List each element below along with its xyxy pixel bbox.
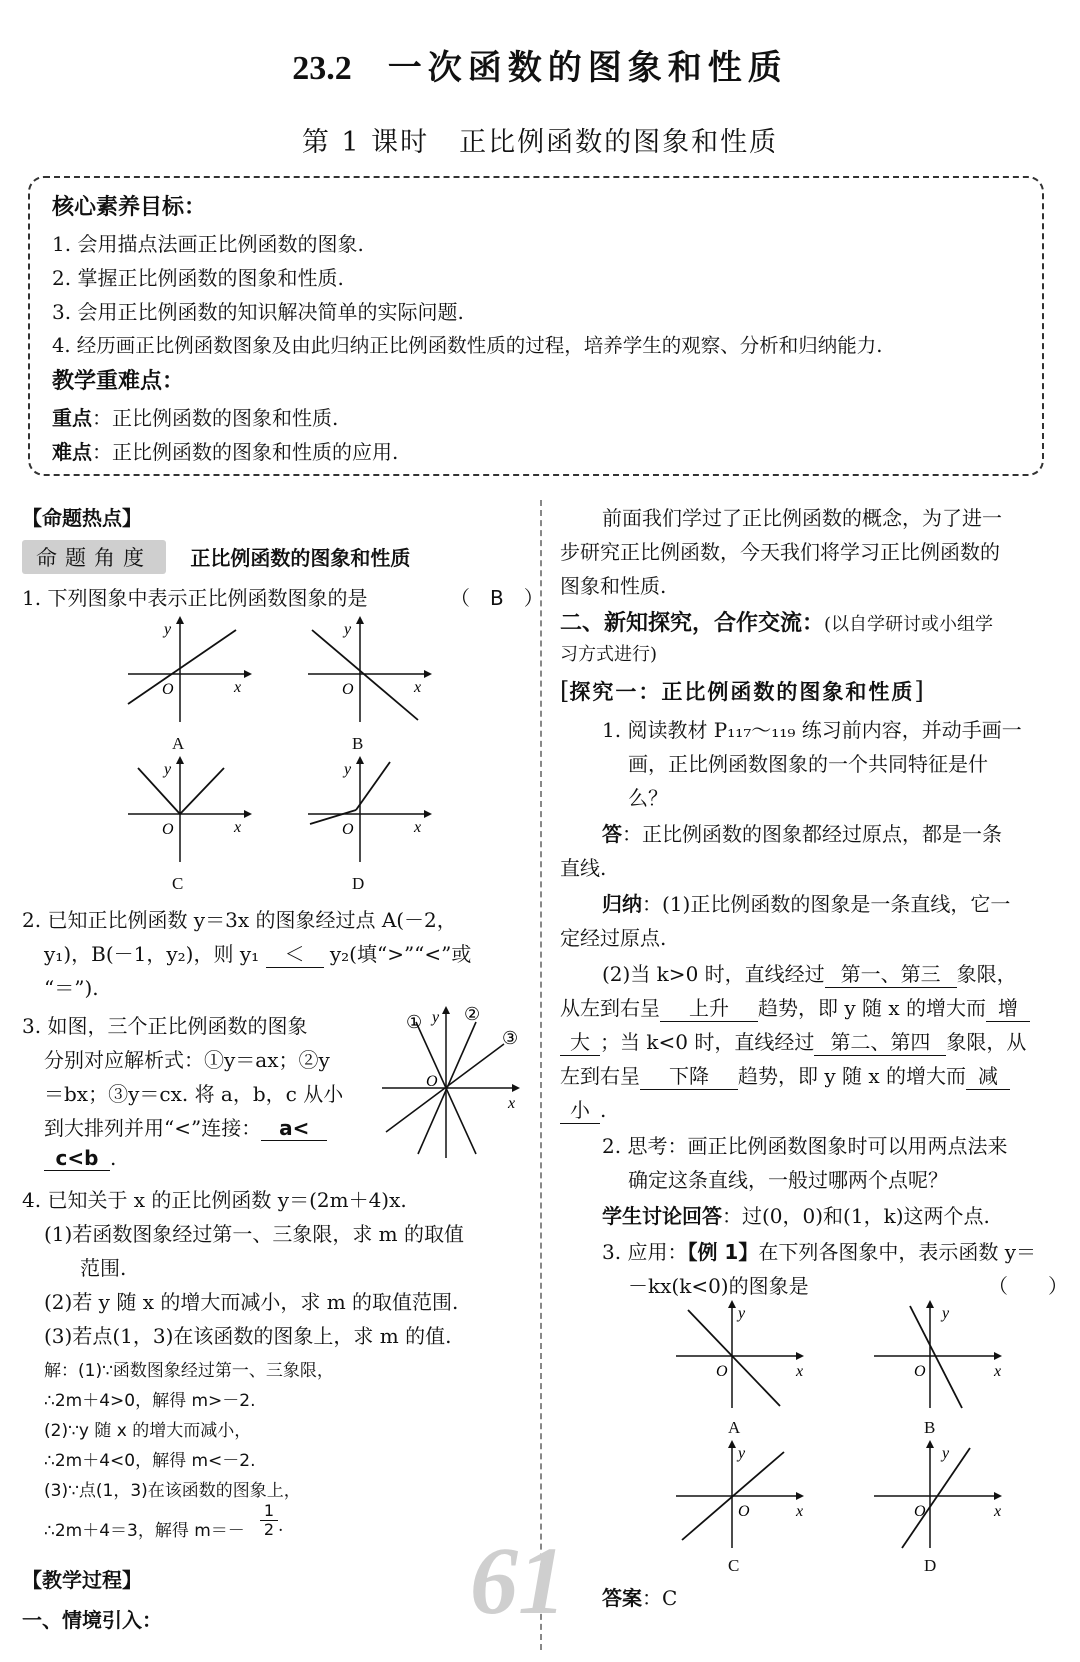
k4-text-b: 趋势，即 y 随 x 的增大而: [738, 1064, 967, 1088]
q1-graph-c: [120, 752, 260, 872]
q2-line2: [44, 938, 471, 968]
example-label-a: A: [728, 1418, 741, 1437]
k4-blank: 下降: [640, 1060, 738, 1090]
k2-blank: 上升: [660, 992, 758, 1022]
goal-item-4: 4. 经历画正比例函数图象及由此归纳正比例函数性质的过程，培养学生的观察、分析和归纳能力.: [52, 334, 883, 357]
k4-text-a: 左到右呈: [560, 1064, 640, 1088]
item2-line1: 2. 思考：画正比例函数图象时可以用两点法来: [602, 1134, 1008, 1158]
intro-p2: 步研究正比例函数，今天我们将学习正比例函数的: [560, 540, 1000, 564]
key-point: [52, 402, 338, 431]
bracket-right-icon: ]: [914, 677, 924, 705]
q3-label-1: ①: [406, 1012, 423, 1032]
item2-line2: 确定这条直线，一般过哪两个点呢？: [628, 1168, 948, 1192]
section-number: 23.2: [292, 50, 352, 87]
k1-blank: 第一、第三: [825, 958, 957, 988]
summary-label: 归纳: [602, 892, 642, 916]
axis-x-label: x: [414, 679, 422, 696]
q3-label-3: ③: [502, 1028, 519, 1048]
axis-x-label: x: [796, 1503, 804, 1520]
q1-graph-b: [300, 612, 440, 732]
difficulty-text: ：正比例函数的图象和性质的应用.: [92, 440, 399, 464]
angle-title: 正比例函数的图象和性质: [190, 546, 411, 570]
final-answer-label: 答案: [602, 1586, 642, 1610]
axis-x-label: x: [508, 1095, 516, 1112]
example-label-d: D: [924, 1556, 937, 1575]
axis-x-label: x: [994, 1503, 1002, 1520]
axis-y-label: y: [738, 1445, 746, 1462]
k3-blank2: 第二、第四: [814, 1026, 946, 1056]
k2-text-a: 从左到右呈: [560, 996, 660, 1020]
q3-line5: [44, 1146, 116, 1171]
example-graph-a: [672, 1296, 812, 1416]
discussion-text: ：过(0，0)和(1，k)这两个点.: [722, 1204, 990, 1228]
origin-label: O: [426, 1073, 438, 1090]
goal-item-3: 3. 会用正比例函数的知识解决简单的实际问题.: [52, 300, 464, 324]
fraction: [260, 1502, 278, 1539]
q3-line4: [44, 1112, 327, 1141]
item3-line2: －kx(k<0)的图象是: [628, 1274, 809, 1298]
section-title-text: 一次函数的图象和性质: [387, 48, 788, 88]
q3-line3: ＝bx；③y＝cx. 将 a，b，c 从小: [44, 1082, 344, 1106]
solution-line6: ∴2m＋4＝3，解得 m＝－: [44, 1521, 245, 1541]
item1-line1: 1. 阅读教材 P₁₁₇～₁₁₉ 练习前内容，并动手画一: [602, 718, 1022, 742]
q2-line2-b: y₂(填“>”“<”或: [329, 942, 472, 966]
axis-y-label: y: [942, 1445, 950, 1462]
angle-tag: 命题角度: [22, 540, 166, 574]
q1-graph-a: [120, 612, 260, 732]
key-heading: 教学重难点：: [52, 369, 185, 394]
final-answer-text: ：C: [642, 1586, 678, 1610]
example-graph-c: [672, 1436, 812, 1556]
q3-end: .: [110, 1146, 117, 1170]
explore-heading-row: [560, 676, 924, 706]
q1-label-c: C: [172, 874, 184, 893]
item3-text-b: 在下列各图象中，表示函数 y＝: [758, 1240, 1036, 1264]
difficulty-label: 难点: [52, 440, 92, 464]
intro-heading: 一、情境引入：: [22, 1608, 162, 1632]
intro-p3: 图象和性质.: [560, 574, 667, 598]
origin-label: O: [738, 1503, 750, 1520]
k5-end: .: [600, 1098, 607, 1122]
axis-y-label: y: [942, 1305, 950, 1322]
solution-line3: (2)∵y 随 x 的增大而减小，: [44, 1421, 252, 1441]
solution-line2: ∴2m＋4>0，解得 m>－2.: [44, 1391, 256, 1411]
origin-label: O: [914, 1363, 926, 1380]
difficulty-point: [52, 436, 398, 465]
axis-x-label: x: [234, 679, 242, 696]
origin-label: O: [162, 681, 174, 698]
example-label: 【例 1】: [687, 1240, 759, 1264]
summary-line2: 定经过原点.: [560, 926, 667, 950]
goal-item-2: 2. 掌握正比例函数的图象和性质.: [52, 266, 344, 290]
axis-x-label: x: [994, 1363, 1002, 1380]
axis-x-label: x: [796, 1363, 804, 1380]
answer-line2: 直线.: [560, 856, 607, 880]
k-positive-line1: [602, 958, 1017, 988]
q1-text: 1. 下列图象中表示正比例函数图象的是: [22, 586, 368, 610]
k1-text-a: (2)当 k>0 时，直线经过: [602, 962, 825, 986]
k2-text-b: 趋势，即 y 随 x 的增大而: [758, 996, 987, 1020]
section2-note1: (以自学研讨或小组学: [824, 614, 994, 635]
section2-heading-row: [560, 606, 993, 637]
lesson-subtitle: 正比例函数的图象和性质: [459, 127, 779, 158]
q1-label-d: D: [352, 874, 365, 893]
q3-blank2: c<b: [44, 1146, 110, 1171]
q2-line3: “＝”).: [44, 976, 99, 1000]
q2-blank: ＜: [266, 938, 324, 968]
example-graph-d: [870, 1436, 1010, 1556]
discussion-line: [602, 1200, 990, 1229]
q1-answer: （ B ）: [450, 586, 544, 610]
origin-label: O: [716, 1363, 728, 1380]
section-title: [0, 40, 1080, 89]
k3-text-b: 象限，从: [946, 1030, 1027, 1054]
explore-heading: 探究一：正比例函数的图象和性质: [569, 680, 915, 704]
q4-line1: 4. 已知关于 x 的正比例函数 y＝(2m＋4)x.: [22, 1188, 407, 1212]
summary-text: ：(1)正比例函数的图象是一条直线，它一: [642, 892, 1011, 916]
solution-end: .: [278, 1516, 284, 1536]
origin-label: O: [342, 681, 354, 698]
final-answer: [602, 1582, 677, 1611]
axis-x-label: x: [414, 819, 422, 836]
solution-line4: ∴2m＋4<0，解得 m<－2.: [44, 1451, 256, 1471]
column-divider: [540, 500, 542, 1650]
axis-x-label: x: [234, 819, 242, 836]
origin-label: O: [162, 821, 174, 838]
fraction-numerator: 1: [260, 1502, 278, 1521]
item1-line3: 么？: [628, 786, 668, 810]
q4-sub3: (3)若点(1，3)在该函数的图象上，求 m 的值.: [44, 1324, 452, 1348]
angle-row: [22, 540, 410, 574]
example-label-b: B: [924, 1418, 936, 1437]
goals-heading: 核心素养目标：: [52, 195, 207, 220]
solution-line5: (3)∵点(1，3)在该函数的图象上，: [44, 1481, 301, 1501]
k5-blank: 小: [560, 1094, 600, 1124]
axis-y-label: y: [164, 621, 172, 638]
q3-graph: [376, 1002, 526, 1162]
lesson-title: [0, 120, 1080, 159]
intro-p1: 前面我们学过了正比例函数的概念，为了进一: [602, 506, 1002, 530]
q4-sub2: (2)若 y 随 x 的增大而减小，求 m 的取值范围.: [44, 1290, 459, 1314]
q2-line2-a: y₁)，B(－1，y₂)，则 y₁: [44, 942, 260, 966]
axis-y-label: y: [432, 1009, 440, 1026]
q4-sub1a: (1)若函数图象经过第一、三象限，求 m 的取值: [44, 1222, 465, 1246]
axis-y-label: y: [344, 621, 352, 638]
axis-y-label: y: [344, 761, 352, 778]
page-number: 61: [470, 1527, 566, 1634]
item3-paren: （ ）: [988, 1274, 1068, 1298]
k-negative-line3: [560, 1094, 606, 1124]
q3-label-2: ②: [464, 1004, 481, 1024]
solution-line1: 解：(1)∵函数图象经过第一、三象限，: [44, 1361, 334, 1381]
discussion-label: 学生讨论回答: [602, 1204, 722, 1228]
key-text: ：正比例函数的图象和性质.: [92, 406, 339, 430]
goal-item-1: 1. 会用描点法画正比例函数的图象.: [52, 232, 364, 256]
answer-text: ：正比例函数的图象都经过原点，都是一条: [622, 822, 1002, 846]
q3-line2: 分别对应解析式：①y＝ax；②y: [44, 1048, 330, 1072]
k-positive-line2: [560, 992, 1030, 1022]
q1-label-b: B: [352, 734, 364, 753]
k-negative-line1: [560, 1026, 1026, 1056]
k2-blank2: 增: [986, 992, 1030, 1022]
example-graph-b: [870, 1296, 1010, 1416]
lesson-number: 第 1 课时: [301, 127, 430, 158]
section2-note2: 习方式进行): [560, 644, 658, 665]
q2-line1: 2. 已知正比例函数 y＝3x 的图象经过点 A(－2，: [22, 908, 457, 932]
example-label-c: C: [728, 1556, 740, 1575]
k1-text-b: 象限，: [956, 962, 1017, 986]
axis-y-label: y: [164, 761, 172, 778]
k4-blank2: 减: [966, 1060, 1010, 1090]
k3-blank: 大: [560, 1026, 600, 1056]
bracket-left-icon: [: [560, 677, 570, 705]
q3-line4-text: 到大排列并用“<”连接：: [44, 1116, 262, 1140]
goals-box: [28, 176, 1044, 476]
q3-line1: 3. 如图，三个正比例函数的图象: [22, 1014, 308, 1038]
key-label: 重点: [52, 406, 92, 430]
item3-line1: [602, 1236, 1036, 1265]
process-heading: 【教学过程】: [22, 1568, 142, 1592]
answer-line1: [602, 818, 1002, 847]
hot-heading: 【命题热点】: [22, 506, 142, 530]
item3-text-a: 3. 应用：: [602, 1240, 688, 1264]
section2-heading: 二、新知探究，合作交流：: [560, 611, 825, 636]
q3-blank1: a<: [261, 1116, 327, 1141]
summary-line1: [602, 888, 1010, 917]
axis-y-label: y: [738, 1305, 746, 1322]
origin-label: O: [342, 821, 354, 838]
fraction-denominator: 2: [263, 1520, 275, 1539]
q1-label-a: A: [172, 734, 185, 753]
origin-label: O: [914, 1503, 926, 1520]
q4-sub1b: 范围.: [80, 1256, 127, 1280]
answer-label: 答: [602, 822, 622, 846]
k3-text-a: ；当 k<0 时，直线经过: [600, 1030, 815, 1054]
k-negative-line2: [560, 1060, 1010, 1090]
q1-graph-d: [300, 752, 440, 872]
item1-line2: 画，正比例函数图象的一个共同特征是什: [628, 752, 988, 776]
